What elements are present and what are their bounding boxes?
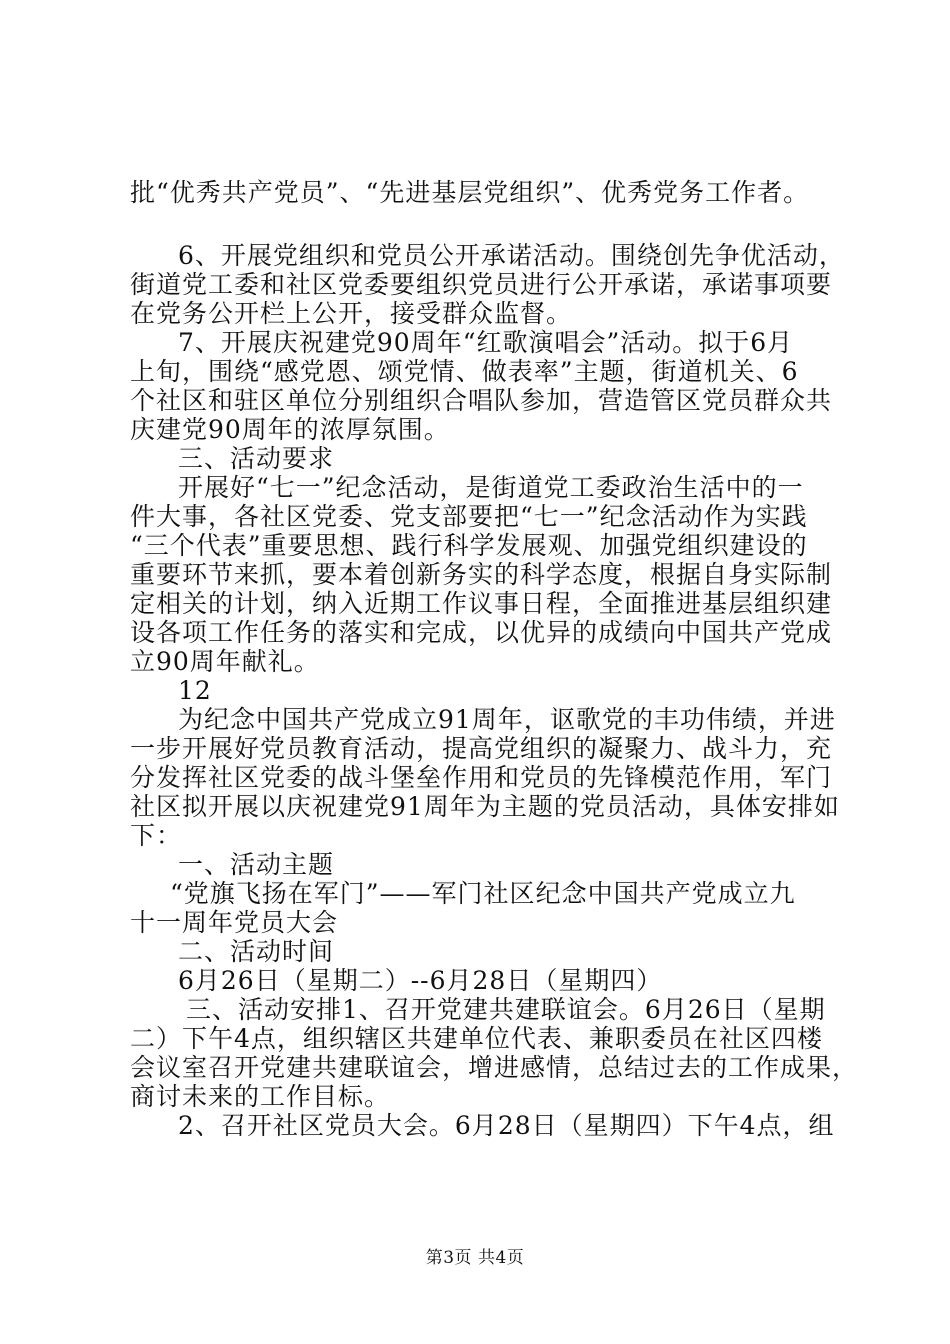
text-line: 上旬，围绕“感党恩、颂党情、做表率”主题，街道机关、6 xyxy=(130,357,799,386)
text-line: 设各项工作任务的落实和完成，以优异的成绩向中国共产党成 xyxy=(130,618,833,647)
text-line: 社区拟开展以庆祝建党91周年为主题的党员活动，具体安排如 xyxy=(130,792,840,821)
section-heading-arrangement: 三、活动安排1、召开党建共建联谊会。6月26日（星期 xyxy=(186,995,826,1024)
text-line: 街道党工委和社区党委要组织党员进行公开承诺，承诺事项要 xyxy=(130,270,833,299)
text-line: 十一周年党员大会 xyxy=(130,908,339,937)
text-line-paragraph-start: 开展好“七一”纪念活动，是街道党工委政治生活中的一 xyxy=(178,473,804,502)
text-line: 个社区和驻区单位分别组织合唱队参加，营造管区党员群众共 xyxy=(130,386,833,415)
section-heading-requirements: 三、活动要求 xyxy=(178,444,335,473)
text-line: 会议室召开党建共建联谊会，增进感情，总结过去的工作成果， xyxy=(130,1053,859,1082)
text-line: 下： xyxy=(130,821,183,850)
text-line: “三个代表”重要思想、践行科学发展观、加强党组织建设的 xyxy=(130,531,808,560)
text-line-item2-start: 2、召开社区党员大会。6月28日（星期四）下午4点，组 xyxy=(178,1111,835,1140)
text-line: 重要环节来抓，要本着创新务实的科学态度，根据自身实际制 xyxy=(130,560,833,589)
section-heading-time: 二、活动时间 xyxy=(178,937,335,966)
text-line-dates: 6月26日（星期二）--6月28日（星期四） xyxy=(178,966,663,995)
text-line-item7-start: 7、开展庆祝建党90周年“红歌演唱会”活动。拟于6月 xyxy=(178,328,794,357)
text-line: 商讨未来的工作目标。 xyxy=(130,1082,391,1111)
text-line: 定相关的计划，纳入近期工作议事日程，全面推进基层组织建 xyxy=(130,589,833,618)
text-line: 二）下午4点，组织辖区共建单位代表、兼职委员在社区四楼 xyxy=(130,1024,823,1053)
section-heading-theme: 一、活动主题 xyxy=(178,850,335,879)
text-line: 庆建党90周年的浓厚氛围。 xyxy=(130,415,450,444)
text-line-item6-start: 6、开展党组织和党员公开承诺活动。围绕创先争优活动， xyxy=(178,241,845,270)
text-line-continuation: 批“优秀共产党员”、“先进基层党组织”、优秀党务工作者。 xyxy=(130,178,810,207)
text-line: 立90周年献礼。 xyxy=(130,647,320,676)
text-line-paragraph-start: 为纪念中国共产党成立91周年，讴歌党的丰功伟绩，并进 xyxy=(178,705,836,734)
text-line: 在党务公开栏上公开，接受群众监督。 xyxy=(130,299,573,328)
page-footer: 第3页 共4页 xyxy=(425,1248,525,1268)
section-number: 12 xyxy=(178,676,212,705)
text-line: 一步开展好党员教育活动，提高党组织的凝聚力、战斗力，充 xyxy=(130,734,833,763)
text-line: 件大事，各社区党委、党支部要把“七一”纪念活动作为实践 xyxy=(130,502,808,531)
text-line: 分发挥社区党委的战斗堡垒作用和党员的先锋模范作用，军门 xyxy=(130,763,833,792)
text-line-theme: “党旗飞扬在军门”——军门社区纪念中国共产党成立九 xyxy=(170,879,796,908)
